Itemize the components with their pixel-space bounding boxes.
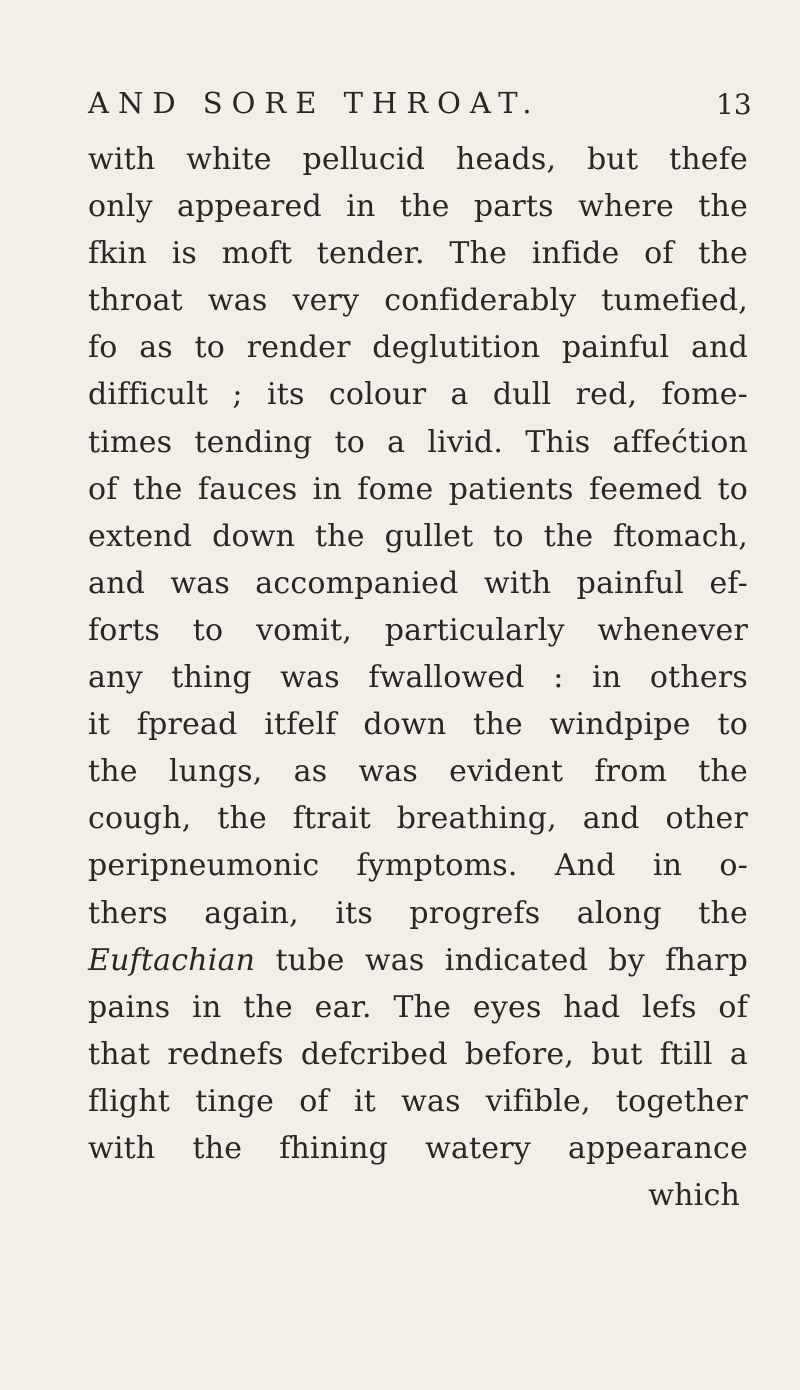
text-line: times tending to a livid. This affećtion xyxy=(88,424,748,460)
body-text xyxy=(88,136,748,1219)
text-line: fkin is moft tender. The infide of the xyxy=(88,236,748,272)
text-line: of the fauces in fome patients feemed to xyxy=(88,471,748,507)
text-line: cough, the ftrait breathing, and other xyxy=(88,801,748,837)
text-line: the lungs, as was evident from the xyxy=(88,754,748,790)
page-number: 13 xyxy=(716,88,752,121)
text-line: any thing was fwallowed : in others xyxy=(88,660,748,696)
text-line: pains in the ear. The eyes had lefs of xyxy=(88,989,748,1025)
text-line: with the fhining watery appearance xyxy=(88,1130,748,1166)
text-line: only appeared in the parts where the xyxy=(88,189,748,225)
catchword: which xyxy=(648,1178,740,1214)
text-line-with-italic xyxy=(88,937,748,984)
text-line: extend down the gullet to the ftomach, xyxy=(88,518,748,554)
text-line: throat was very confiderably tumefied, xyxy=(88,283,748,319)
text-line: it fpread itfelf down the windpipe to xyxy=(88,707,748,743)
italic-term: Euftachian xyxy=(88,942,256,978)
running-head: AND SORE THROAT. xyxy=(88,86,541,120)
text-line: peripneumonic fymptoms. And in o- xyxy=(88,848,748,884)
text-line-rest: tube was indicated by fharp xyxy=(275,942,748,978)
text-line: fo as to render deglutition painful and xyxy=(88,330,748,366)
text-line: thers again, its progrefs along the xyxy=(88,895,748,931)
text-line: and was accompanied with painful ef- xyxy=(88,565,748,601)
text-line: flight tinge of it was vifible, together xyxy=(88,1083,748,1119)
text-line: forts to vomit, particularly whenever xyxy=(88,612,748,648)
text-line: difficult ; its colour a dull red, fome- xyxy=(88,377,748,413)
text-line: with white pellucid heads, but thefe xyxy=(88,142,748,177)
text-line: that rednefs defcribed before, but ftill a xyxy=(88,1036,748,1072)
